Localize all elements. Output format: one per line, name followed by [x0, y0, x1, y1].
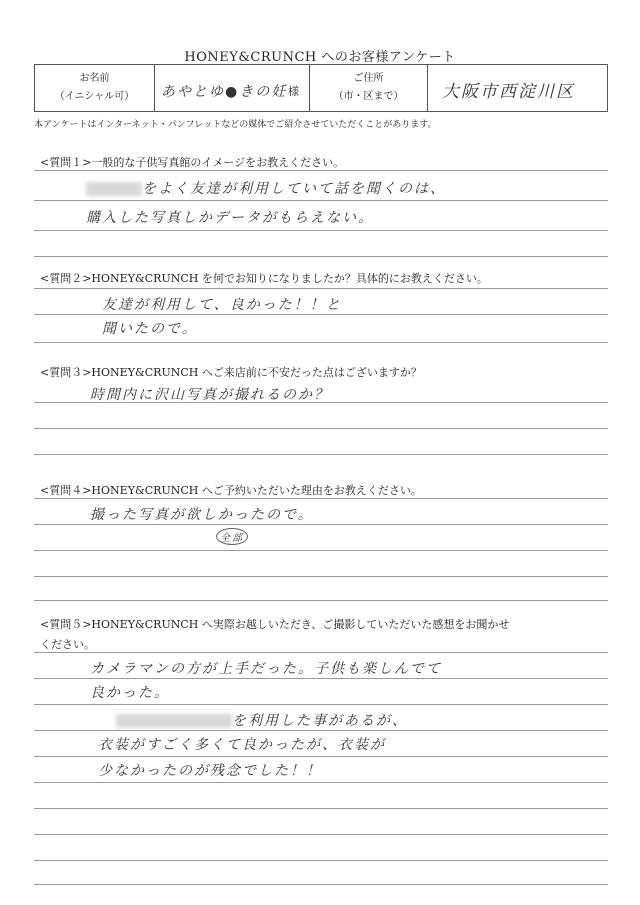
address-label-cell: [310, 65, 428, 111]
ruled-line: [34, 756, 608, 757]
answer-line: をよく友達が利用していて話を聞くのは、: [86, 178, 446, 198]
question-5: [34, 614, 608, 884]
ruled-line: [34, 498, 608, 499]
redacted-text: [86, 182, 142, 196]
answer-line: カメラマンの方が上手だった。子供も楽しんでて: [90, 661, 442, 677]
question-label: <質問３>HONEY&CRUNCH へご来店前に不安だった点はございますか？: [40, 366, 422, 379]
address-value: 大阪市西淀川区: [442, 82, 575, 102]
ruled-line: [34, 576, 608, 577]
question-label: <質問１>一般的な子供写真館のイメージをお教えください。: [40, 156, 345, 169]
ruled-line: [34, 288, 608, 289]
answer-line: 撮った写真が欲しかったので。: [90, 507, 314, 523]
usage-notice: 本アンケートはインターネット・パンフレットなどの媒体でご紹介させていただくことがあります。: [34, 120, 437, 130]
ruled-line: [34, 782, 608, 783]
ruled-line: [34, 200, 608, 201]
ruled-line: [34, 808, 608, 809]
question-4: [34, 480, 608, 600]
answer-line: 衣装がすごく多くて良かったが、衣装が: [98, 737, 386, 753]
ruled-line: [34, 600, 608, 601]
answer-line: を利用した事があるが、: [116, 710, 408, 730]
ruled-line: [34, 652, 608, 653]
question-3: [34, 362, 608, 462]
question-1: [34, 152, 608, 252]
question-label: <質問２>HONEY&CRUNCH を何でお知りになりましたか？具体的にお教えください。: [40, 272, 488, 285]
answer-line: 友達が利用して、良かった！！と: [102, 297, 342, 313]
ruled-line: [34, 834, 608, 835]
handwritten-annotation: 全部: [216, 528, 248, 545]
ruled-line: [34, 454, 608, 455]
page-title: HONEY&CRUNCH へのお客様アンケート: [184, 50, 456, 65]
answer-line: 良かった。: [90, 685, 170, 701]
question-2: [34, 268, 608, 348]
name-value: あやとゆ●きの妊: [161, 84, 288, 100]
ruled-line: [34, 884, 608, 885]
ruled-line: [34, 402, 608, 403]
name-value-cell: [155, 65, 310, 111]
ruled-line: [34, 230, 608, 231]
address-value-cell: [428, 65, 609, 111]
answer-line: 少なかったのが残念でした！！: [98, 763, 322, 779]
ruled-line: [34, 342, 608, 343]
name-label: お名前: [79, 73, 110, 84]
ruled-line: [34, 170, 608, 171]
ruled-line: [34, 524, 608, 525]
name-label-cell: [35, 65, 155, 111]
address-sublabel: （市・区まで）: [333, 91, 404, 102]
ruled-line: [34, 256, 608, 257]
ruled-line: [34, 704, 608, 705]
ruled-line: [34, 314, 608, 315]
redacted-text: [116, 714, 232, 728]
ruled-line: [34, 550, 608, 551]
ruled-line: [34, 860, 608, 861]
address-label: ご住所: [353, 73, 384, 84]
honorific: 様: [288, 85, 299, 98]
ruled-line: [34, 678, 608, 679]
ruled-line: [34, 730, 608, 731]
answer-line: 購入した写真しかデータがもらえない。: [86, 210, 374, 226]
answer-line: 聞いたので。: [102, 321, 198, 337]
question-label-continued: ください。: [40, 638, 95, 651]
question-label: <質問５>HONEY&CRUNCH へ実際お越しいただき、ご撮影していただいた感想をお聞かせ: [40, 618, 510, 631]
question-label: <質問４>HONEY&CRUNCH へご予約いただいた理由をお教えください。: [40, 484, 422, 497]
ruled-line: [34, 428, 608, 429]
name-sublabel: （イニシャル可）: [54, 91, 135, 102]
answer-line: 時間内に沢山写真が撮れるのか？: [90, 387, 330, 403]
customer-info-table: [34, 64, 608, 112]
